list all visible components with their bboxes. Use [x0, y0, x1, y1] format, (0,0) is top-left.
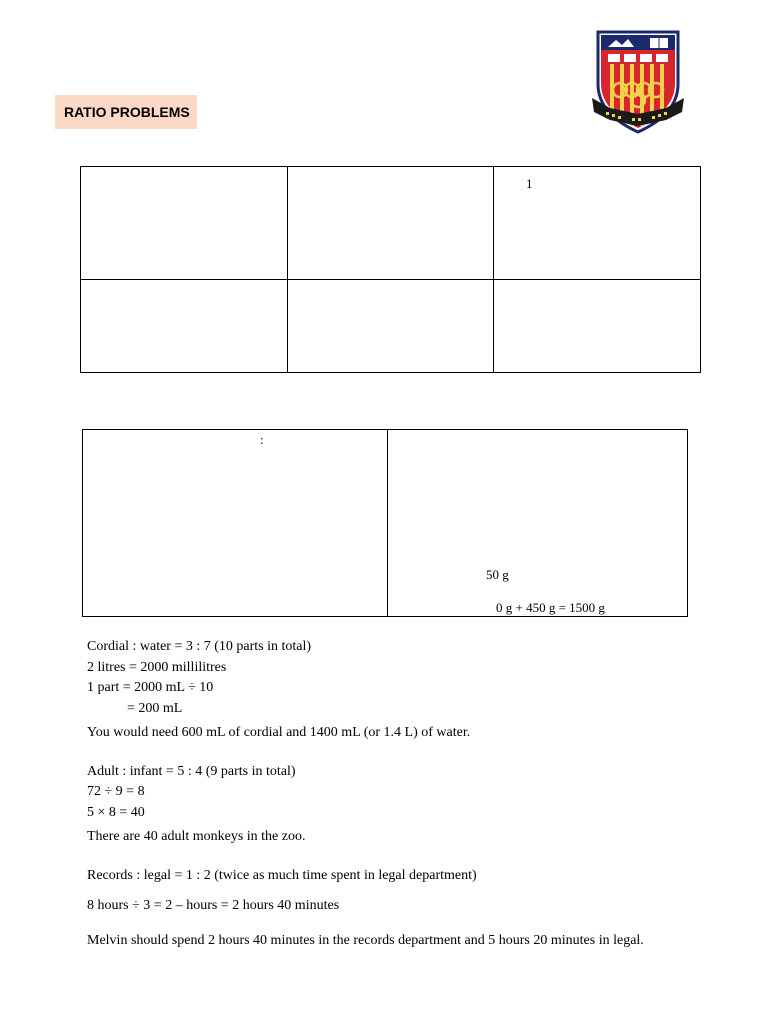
weight-value: 50 g — [486, 567, 509, 582]
cell-number: 1 — [526, 176, 533, 191]
table-cell — [388, 430, 688, 617]
answer-table-1 — [80, 166, 701, 373]
text-line: Cordial : water = 3 : 7 (10 parts in total) — [87, 639, 312, 654]
text-line: = 200 mL — [127, 701, 183, 716]
table-cell — [288, 167, 494, 280]
page-title: RATIO PROBLEMS — [55, 95, 197, 129]
text-line: Adult : infant = 5 : 4 (9 parts in total) — [87, 764, 296, 779]
answer-line: You would need 600 mL of cordial and 1400 mL (or 1.4 L) of water. — [87, 725, 471, 740]
answer-line: There are 40 adult monkeys in the zoo. — [87, 829, 306, 844]
table-row — [83, 430, 688, 617]
colon-mark: : — [260, 432, 264, 447]
table-cell — [81, 280, 288, 373]
table-cell — [81, 167, 288, 280]
text-line: 8 hours ÷ 3 = 2 – hours = 2 hours 40 minutes — [87, 898, 340, 913]
text-line: 5 × 8 = 40 — [87, 805, 145, 820]
text-line: Records : legal = 1 : 2 (twice as much time spent in legal department) — [87, 868, 477, 883]
table-cell — [494, 280, 701, 373]
table-row — [81, 280, 701, 373]
text-line: 2 litres = 2000 millilitres — [87, 660, 227, 675]
school-crest-icon — [590, 28, 686, 136]
table-row — [81, 167, 701, 280]
text-line: 1 part = 2000 mL ÷ 10 — [87, 680, 214, 695]
table-cell — [494, 167, 701, 280]
table-cell — [83, 430, 388, 617]
answer-line: Melvin should spend 2 hours 40 minutes in the records department and 5 hours 20 minutes in legal. — [87, 933, 644, 948]
table-cell — [288, 280, 494, 373]
text-line: 72 ÷ 9 = 8 — [87, 784, 145, 799]
weight-sum: 0 g + 450 g = 1500 g — [496, 600, 605, 615]
answer-table-2 — [82, 429, 688, 617]
